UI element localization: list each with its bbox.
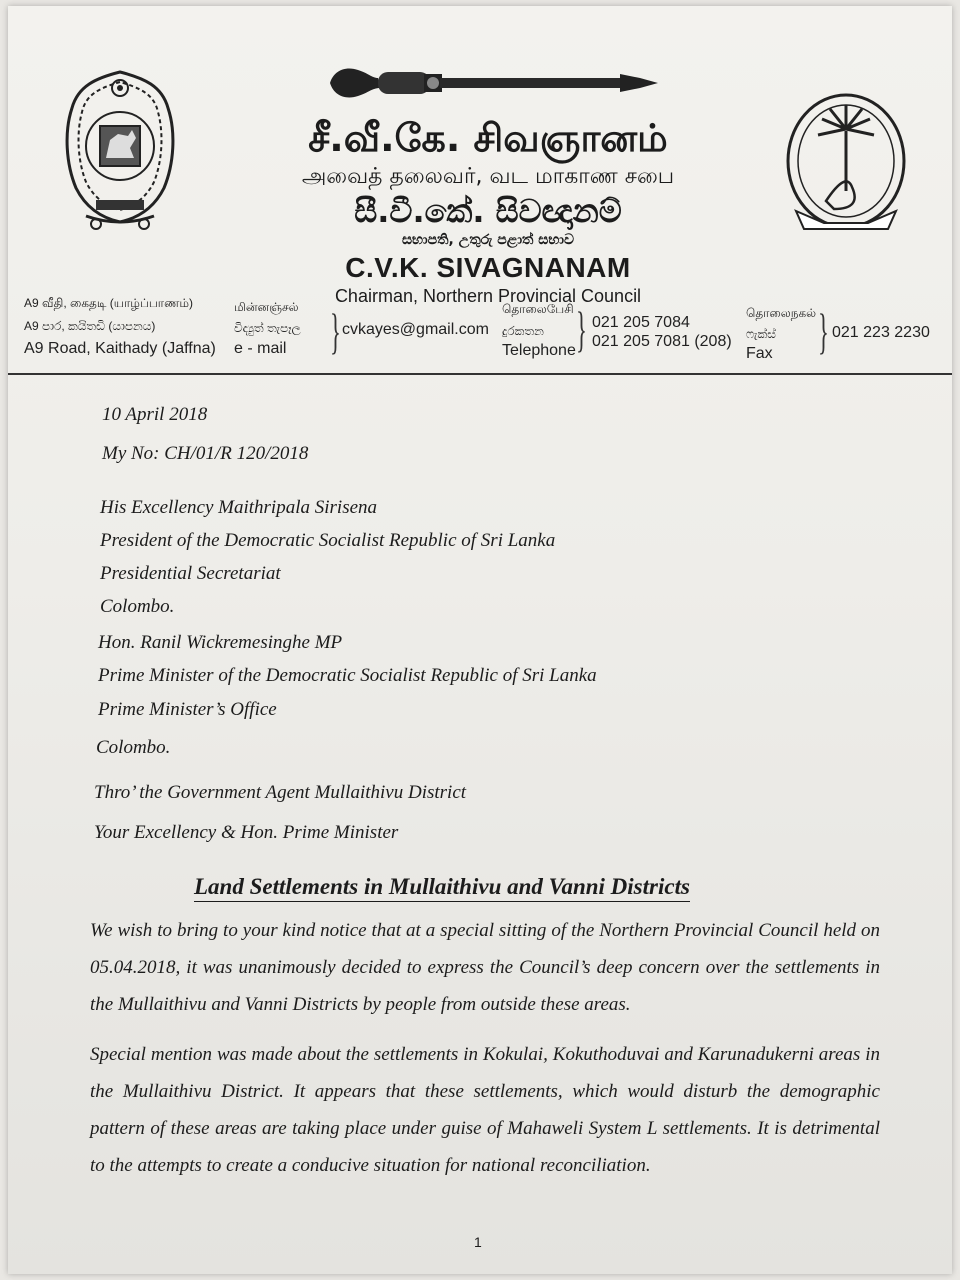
email-label-tamil: மின்னஞ்சல் (234, 300, 299, 314)
paragraph-1: We wish to bring to your kind notice that at a special sitting of the Northern Provincial Council held on 05.04.2018, it was unanimously decided to express the Council’s deep concern over the settlements in the Mullaithivu and Vanni Districts by people from outside these areas. (90, 920, 880, 1015)
thro-line: Thro’ the Government Agent Mullaithivu District (94, 782, 467, 803)
salutation: Your Excellency & Hon. Prime Minister (94, 822, 399, 843)
fax-label-sinhala: ෆැක්ස් (746, 327, 776, 341)
address-sinhala: A9 පාර, කයිතඩි (යාපනය) (24, 319, 156, 333)
letter-date: 10 April 2018 (102, 404, 208, 425)
name-english: C.V.K. SIVAGNANAM (345, 252, 631, 283)
phone-brace: } (576, 301, 587, 357)
sri-lanka-emblem-icon (56, 68, 184, 236)
fax-label-tamil: தொலைநகல் (746, 306, 817, 320)
letter-page (8, 6, 952, 1274)
phone-label-english: Telephone (502, 342, 576, 359)
fax-brace: } (818, 303, 829, 359)
phone-number-1: 021 205 7084 (592, 314, 690, 331)
name-sinhala: සී.වී.කේ. සිවඥානම් (354, 192, 622, 230)
title-sinhala: සභාපති, උතුරු පළාත් සභාව (401, 232, 575, 248)
email-label-sinhala: විද්‍යුත් තැපෑල (234, 321, 301, 335)
recipient-2-line: Prime Minister’s Office (98, 699, 277, 720)
letterhead-divider (8, 373, 952, 375)
northern-province-emblem-icon (776, 91, 916, 241)
email-brace: } (330, 303, 341, 359)
recipient-2-line: Hon. Ranil Wickremesinghe MP (98, 632, 343, 653)
fax-number: 021 223 2230 (832, 324, 930, 341)
paragraph-2: Special mention was made about the settlements in Kokulai, Kokuthoduvai and Karunadukerni areas in the Mullaithivu District. It appears that these settlements, which would disturb the demographic pattern of these areas are taking place under guise of Mahaweli System L settlements. It is detrimental to the attempts to create a conducive situation for national reconciliation. (90, 1044, 880, 1176)
name-tamil: சீ.வீ.கே. சிவஞானம் (308, 116, 668, 160)
recipient-2-line: Colombo. (96, 737, 171, 758)
phone-label-sinhala: දුරකතන (502, 324, 544, 338)
subject-heading: Land Settlements in Mullaithivu and Vanni Districts (194, 874, 690, 902)
title-tamil: அவைத் தலைவர், வட மாகாண சபை (301, 164, 675, 189)
email-label-english: e - mail (234, 340, 287, 357)
email-address: cvkayes@gmail.com (342, 321, 489, 338)
address-english: A9 Road, Kaithady (Jaffna) (24, 340, 216, 357)
recipient-1-line: President of the Democratic Socialist Republic of Sri Lanka (100, 530, 556, 551)
address-tamil: A9 வீதி, கைதடி (யாழ்ப்பாணம்) (24, 296, 193, 310)
reference-number: My No: CH/01/R 120/2018 (102, 443, 309, 464)
phone-label-tamil: தொலைபேசி (502, 302, 574, 316)
recipient-1-line: Presidential Secretariat (100, 563, 281, 584)
fax-label-english: Fax (746, 345, 773, 362)
title-english: Chairman, Northern Provincial Council (334, 286, 642, 306)
recipient-2-line: Prime Minister of the Democratic Socialist Republic of Sri Lanka (98, 665, 597, 686)
phone-number-2: 021 205 7081 (208) (592, 333, 732, 350)
recipient-1-line: His Excellency Maithripala Sirisena (100, 497, 378, 518)
page-number: 1 (474, 1234, 482, 1250)
recipient-1-line: Colombo. (100, 596, 175, 617)
mace-icon (324, 58, 664, 108)
